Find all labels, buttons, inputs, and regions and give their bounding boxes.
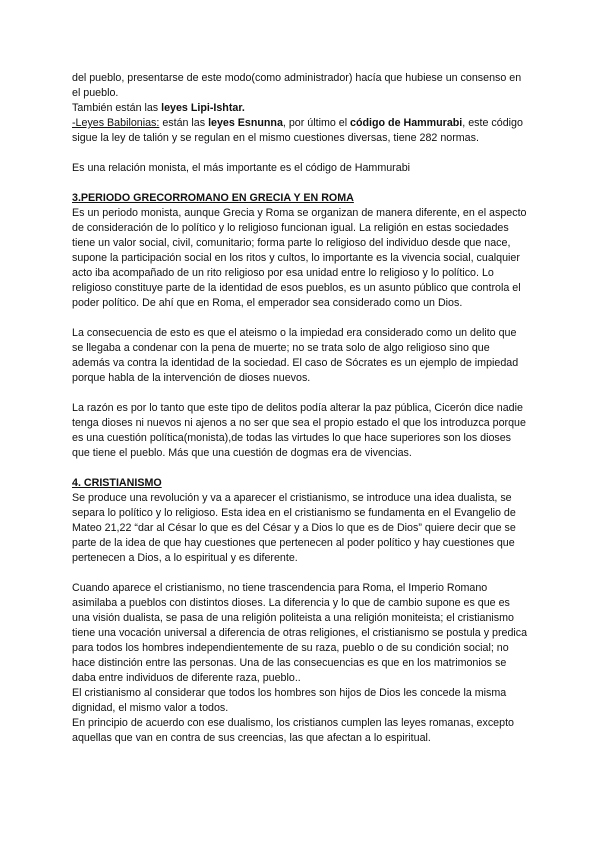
babilonias-text-1: están las — [159, 117, 209, 129]
lipi-prefix: También están las — [72, 102, 162, 114]
section-3-paragraph-2: La consecuencia de esto es que el ateismo o la impiedad era considerado como un delito que se llegaba a condenar con la pena de muerte; no se trata solo de algo religioso sino que además va contra la identidad de la sociedad. El caso de Sócrates es un ejemplo de impiedad porque habla de la intervención de dioses nuevos. — [72, 327, 519, 384]
section-4-paragraph-1: Se produce una revolución y va a aparecer el cristianismo, se introduce una idea dualista, se separa lo político y lo religioso. Esta idea en el cristianismo se fundamenta en el Evangelio de Mateo 21,22 “dar al César lo que es del César y a Dios lo que es de Dios” quiere decir que se parte de la idea de que hay cuestiones que pertenecen al poder político y hay cuestiones que pertenecen a Dios, a lo espiritual y es diferente. — [72, 492, 516, 564]
section-3-paragraph-1: Es un periodo monista, aunque Grecia y Roma se organizan de manera diferente, en el aspecto de consideración de lo político y lo religioso funcionan igual. La religión en estas sociedades tiene un valor social, civil, comunitario; forma parte lo religioso del individuo desde que nace, supone la participación social en los ritos y cultos, lo importante es la vivencia social, cualquier acto iba acompañado de un rito religioso por esa unidad entre lo religioso y lo político. Lo religioso constituye parte de la identidad de esos pueblos, es un asunto público que controla el poder político. De ahí que en Roma, el emperador sea considerado como un Dios. — [72, 207, 527, 309]
section-4-heading: 4. CRISTIANISMO — [72, 477, 162, 489]
lipi-ishtar-line — [72, 101, 528, 116]
page-content — [72, 71, 528, 746]
lipi-ishtar-bold: leyes Lipi-Ishtar. — [161, 102, 245, 114]
babilonias-text-2: , por último el — [282, 117, 351, 129]
section-3-heading: 3.PERIODO GRECORROMANO EN GRECIA Y EN ROMA — [72, 192, 354, 204]
section-3-paragraph-3: La razón es por lo tanto que este tipo de delitos podía alterar la paz pública, Cicerón dice nadie tenga dioses ni nuevos ni ajenos a no ser que sea el propio estado el que los introduzca porque es una cuestión política(monista),de todas las virtudes lo que hace superiores son los dioses que tiene el pueblo. Más que una cuestión de dogmas era de vivencias. — [72, 402, 526, 459]
section-4-paragraph-4: En principio de acuerdo con ese dualismo, los cristianos cumplen las leyes romanas, excepto aquellas que van en contra de sus creencias, las que afectan a lo espiritual. — [72, 717, 514, 744]
monista-paragraph: Es una relación monista, el más importante es el código de Hammurabi — [72, 162, 411, 174]
esnunna-bold: leyes Esnunna — [208, 117, 283, 129]
babilonias-text-3: , este código sigue la ley de talión y se regulan en el mismo cuestiones diversas, tiene 282 normas. — [72, 117, 523, 144]
babilonias-paragraph — [72, 116, 528, 146]
babilonias-label: -Leyes Babilonias: — [72, 117, 160, 129]
hammurabi-bold: código de Hammurabi — [350, 117, 463, 129]
section-4-paragraph-3: El cristianismo al considerar que todos los hombres son hijos de Dios les concede la misma dignidad, el mismo valor a todos. — [72, 687, 507, 714]
section-4-paragraph-2: Cuando aparece el cristianismo, no tiene trascendencia para Roma, el Imperio Romano asimilaba a pueblos con distintos dioses. La diferencia y lo que de cambio supone es que es una visión dualista, se pasa de una religión politeista a una religión moniteista; el cristianismo tiene una vocación universal a diferencia de otras religiones, el cristianismo se postula y predica para todos los hombres independientemente de su raza, pueblo o de su condición social; no hace distinción entre las personas. Una de las consecuencias es que en los matrimonios se daba entre individuos de diferente raza, pueblo.. — [72, 582, 528, 684]
intro-paragraph: del pueblo, presentarse de este modo(como administrador) hacía que hubiese un consenso en el pueblo. — [72, 72, 522, 99]
